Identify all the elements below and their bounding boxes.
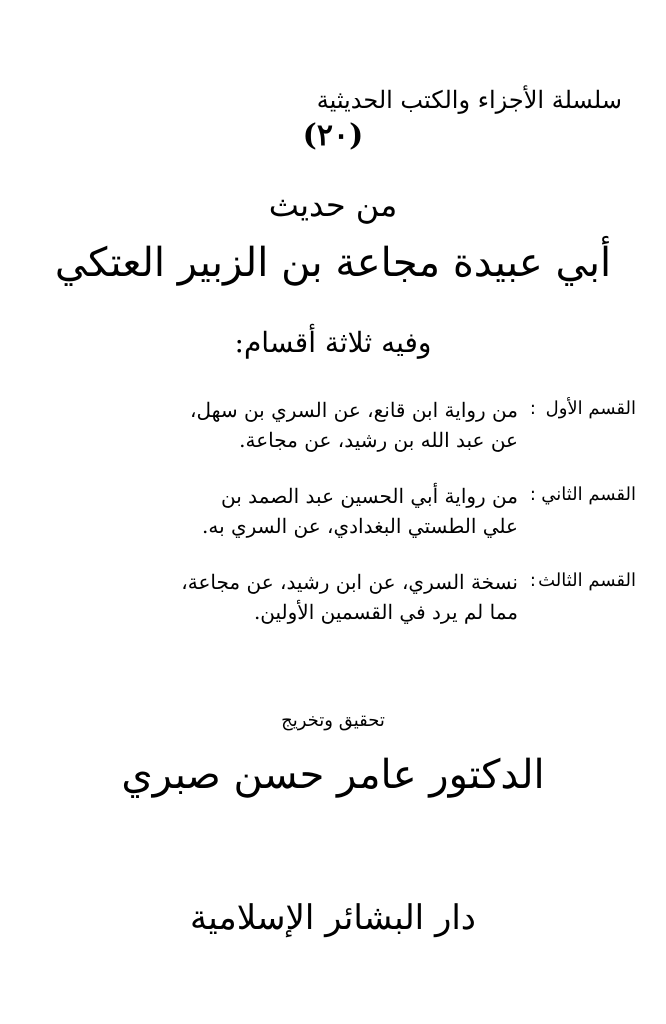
section-line: من رواية أبي الحسين عبد الصمد بن xyxy=(220,484,518,508)
section-label: القسم الثالث xyxy=(538,570,636,591)
min-hadith-heading: من حديث xyxy=(268,186,398,224)
tahqiq-label: تحقيق وتخريج xyxy=(281,710,385,731)
section-colon: : xyxy=(529,484,536,505)
series-number: (٢٠) xyxy=(302,118,364,153)
section-line: نسخة السري، عن ابن رشيد، عن مجاعة، xyxy=(181,570,518,594)
section-line: علي الطستي البغدادي، عن السري به. xyxy=(201,514,518,538)
section-line: من رواية ابن قانع، عن السري بن سهل، xyxy=(190,398,518,422)
section-colon: : xyxy=(529,570,536,591)
section-line: مما لم يرد في القسمين الأولين. xyxy=(253,600,518,624)
publisher-name: دار البشائر الإسلامية xyxy=(190,898,476,938)
series-title: سلسلة الأجزاء والكتب الحديثية xyxy=(316,86,622,114)
section-line: عن عبد الله بن رشيد، عن مجاعة. xyxy=(239,428,518,452)
section-label: القسم الثاني xyxy=(541,484,636,505)
section-label: القسم الأول xyxy=(545,398,636,419)
book-main-title: أبي عبيدة مجاعة بن الزبير العتكي xyxy=(54,240,612,286)
author-name: الدكتور عامر حسن صبري xyxy=(121,752,545,798)
sections-intro: وفيه ثلاثة أقسام: xyxy=(234,326,432,359)
section-colon: : xyxy=(529,398,536,419)
